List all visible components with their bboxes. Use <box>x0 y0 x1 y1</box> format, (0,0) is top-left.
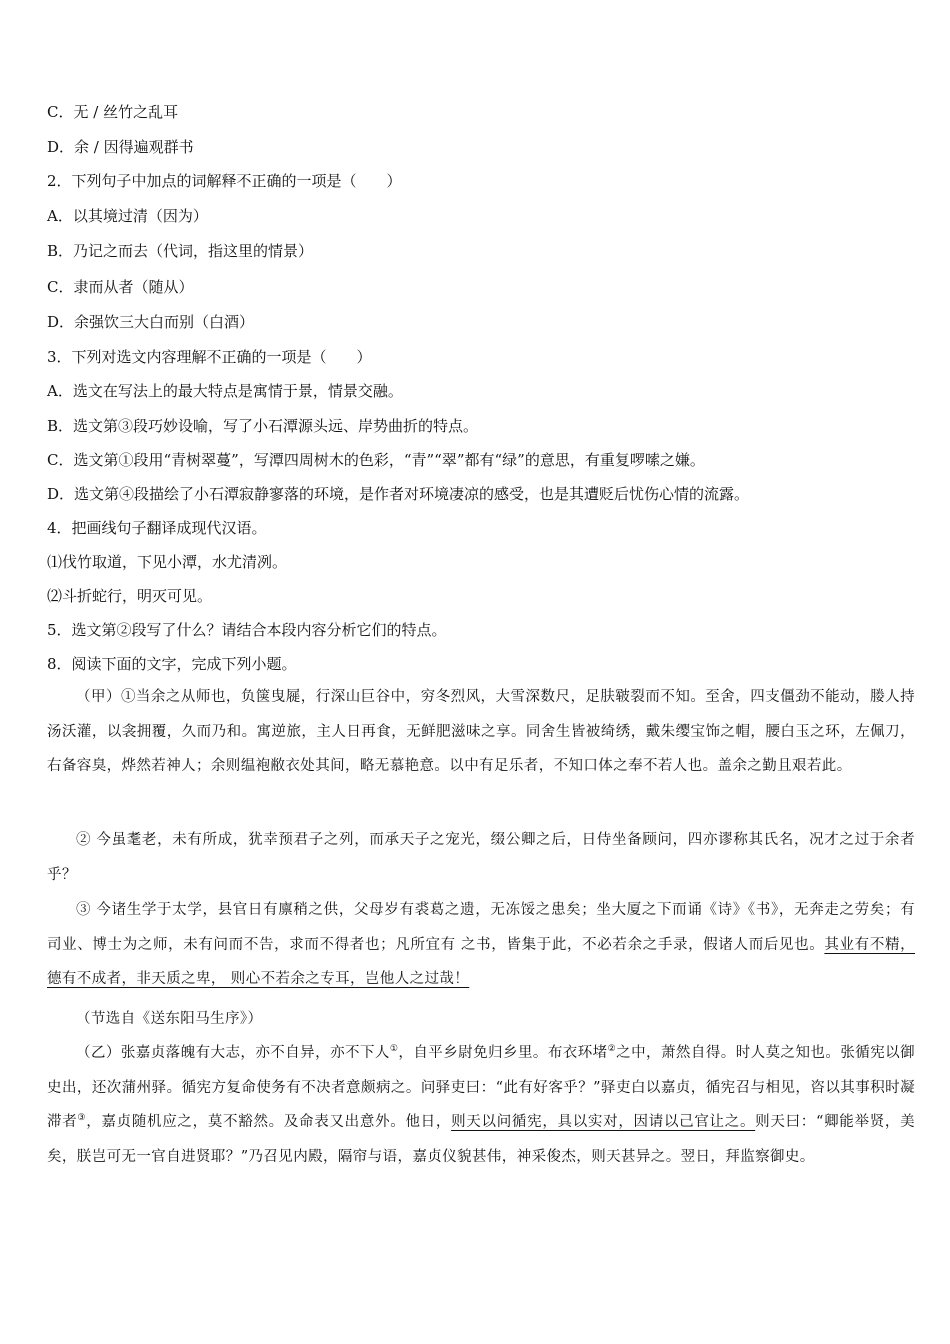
option-2c: C．隶而从者（随从） <box>47 278 194 296</box>
question-4-item-1: ⑴伐竹取道，下见小潭，水尤清冽。 <box>47 553 288 571</box>
question-4-item-2: ⑵斗折蛇行，明灭可见。 <box>47 587 213 605</box>
underlined-sentence: 其业有不精，德有不成者，非天质之卑， 则心不若余之专耳，岂他人之过哉！ <box>47 936 916 987</box>
underlined-sentence-yi: 则天以问循宪，具以实对，因请以己官让之。 <box>451 1114 756 1130</box>
passage-jia-paragraph-1: （甲）①当余之从师也，负箧曳屣，行深山巨谷中，穷冬烈风，大雪深数尺，足肤皲裂而不知。至舍，四支僵劲不能动，媵人持汤沃灌，以衾拥覆，久而乃和。寓逆旅，主人日再食，无鲜肥滋味之享。同舍生皆被绮绣，戴朱缨宝饰之帽，腰白玉之环，左佩刀，右备容臭，烨然若神人；余则缊袍敝衣处其间，略无慕艳意。以中有足乐者，不知口体之奉不若人也。盖余之勤且艰若此。 <box>47 689 915 774</box>
footnote-marker-3: ③ <box>77 1113 87 1124</box>
option-3c: C．选文第①段用“青树翠蔓”，写潭四周树木的色彩，“青”“翠”都有“绿”的意思，有重复啰嗦之嫌。 <box>47 451 705 469</box>
question-5: 5．选文第②段写了什么？请结合本段内容分析它们的特点。 <box>47 621 447 639</box>
question-2: 2．下列句子中加点的词解释不正确的一项是（ ） <box>47 172 402 190</box>
passage-jia-paragraph-2: ② 今虽耄老，未有所成，犹幸预君子之列，而承天子之宠光，缀公卿之后，日侍坐备顾问，四亦谬称其氏名，况才之过于余者乎？ <box>47 832 915 883</box>
question-8: 8．阅读下面的文字，完成下列小题。 <box>47 655 297 673</box>
footnote-marker-2: ② <box>607 1044 617 1055</box>
passage-jia-paragraph-3 <box>47 893 915 997</box>
passage-yi <box>47 1036 915 1174</box>
passage-yi-text-4: ，嘉贞随机应之，莫不豁然。及命表又出意外。他日， <box>86 1114 452 1130</box>
option-3a: A．选文在写法上的最大特点是寓情于景，情景交融。 <box>47 382 403 400</box>
passage-yi-text-1: （乙）张嘉贞落魄有大志，亦不自异，亦不下人 <box>76 1045 390 1061</box>
option-2a: A．以其境过清（因为） <box>47 207 208 225</box>
paragraph-3-text: ③ 今诸生学于太学，县官日有廪稍之供，父母岁有裘葛之遗，无冻馁之患矣；坐大厦之下而诵《诗》《书》，无奔走之劳矣；有司业、博士为之师，未有问而不告，求而不得者也；凡所宜有 之书，皆集于此，不必若余之手录，假诸人而后见也。 <box>47 902 915 953</box>
question-3: 3．下列对选文内容理解不正确的一项是（ ） <box>47 348 372 366</box>
passage-yi-text-5: 则天曰：“卿能举贤，美矣，朕岂可无一官自进贤耶？”乃召见内殿，隔帘与语，嘉贞仪貌甚伟，神采俊杰，则天甚异之。翌日，拜监察御史。 <box>47 1114 916 1165</box>
passage-yi-text-2: ，自平乡尉免归乡里。布衣环堵 <box>398 1045 608 1061</box>
option-3b: B．选文第③段巧妙设喻，写了小石潭源头远、岸势曲折的特点。 <box>47 417 479 435</box>
option-3d: D．选文第④段描绘了小石潭寂静寥落的环境，是作者对环境凄凉的感受，也是其遭贬后忧伤心情的流露。 <box>47 485 750 503</box>
option-2b: B．乃记之而去（代词，指这里的情景） <box>47 242 314 260</box>
option-1d: D．余 / 因得遍观群书 <box>47 138 194 156</box>
footnote-marker-1: ① <box>389 1044 399 1055</box>
passage-yi-text-3: 之中，萧然自得。时人莫之知也。张循宪以御史出，还次蒲州驿。循宪方复命使务有不决者意颇病之。问驿吏曰：“此有好客乎？”驿吏白以嘉贞，循宪召与相见，咨以其事积时凝滞者 <box>47 1045 916 1130</box>
option-2d: D．余强饮三大白而别（白酒） <box>47 313 255 331</box>
question-4: 4．把画线句子翻译成现代汉语。 <box>47 519 267 537</box>
passage-source: （节选自《送东阳马生序》） <box>76 1011 263 1027</box>
option-1c: C．无 / 丝竹之乱耳 <box>47 103 179 121</box>
